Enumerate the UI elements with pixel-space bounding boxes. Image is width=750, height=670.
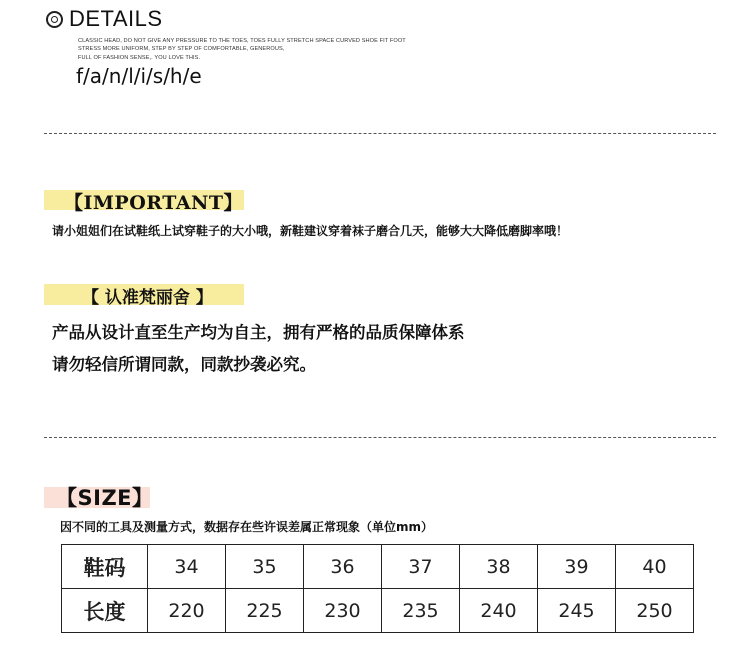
table-cell: 34 <box>148 545 226 589</box>
row-label-length: 长度 <box>62 589 148 633</box>
table-row <box>62 545 694 589</box>
authentic-line-2: 请勿轻信所谓同款，同款抄袭必究。 <box>52 355 316 374</box>
size-table <box>61 544 694 633</box>
divider <box>44 437 716 438</box>
table-cell: 225 <box>226 589 304 633</box>
double-circle-icon <box>46 11 63 28</box>
table-cell: 245 <box>538 589 616 633</box>
important-title: 【IMPORTANT】 <box>64 192 244 214</box>
table-cell: 220 <box>148 589 226 633</box>
brand-name: f/a/n/l/i/s/h/e <box>76 64 202 88</box>
details-title: DETAILS <box>69 6 163 31</box>
authentic-title: 【 认准梵丽舍 】 <box>82 288 213 308</box>
details-header <box>46 6 163 32</box>
authentic-line-1: 产品从设计直至生产均为自主，拥有严格的品质保障体系 <box>52 323 465 342</box>
size-note: 因不同的工具及测量方式，数据存在些许误差属正常现象（单位mm） <box>60 520 434 534</box>
size-title: 【SIZE】 <box>56 486 154 510</box>
table-cell: 37 <box>382 545 460 589</box>
table-cell: 35 <box>226 545 304 589</box>
table-cell: 39 <box>538 545 616 589</box>
table-cell: 240 <box>460 589 538 633</box>
table-cell: 230 <box>304 589 382 633</box>
table-cell: 250 <box>616 589 694 633</box>
details-desc-line-2: STRESS MORE UNIFORM, STEP BY STEP OF COMFORTABLE, GENEROUS, <box>78 46 285 52</box>
details-desc-line-1: CLASSIC HEAD, DO NOT GIVE ANY PRESSURE TO THE TOES, TOES FULLY STRETCH SPACE CURVED SHOE FIT FOOT <box>78 38 406 44</box>
table-cell: 40 <box>616 545 694 589</box>
table-cell: 235 <box>382 589 460 633</box>
divider <box>44 133 716 134</box>
table-row <box>62 589 694 633</box>
details-desc-line-3: FULL OF FASHION SENSE,. YOU LOVE THIS. <box>78 55 201 61</box>
table-cell: 36 <box>304 545 382 589</box>
table-cell: 38 <box>460 545 538 589</box>
important-text: 请小姐姐们在试鞋纸上试穿鞋子的大小哦，新鞋建议穿着袜子磨合几天，能够大大降低磨脚率哦！ <box>52 224 569 238</box>
row-label-shoe-size: 鞋码 <box>62 545 148 589</box>
